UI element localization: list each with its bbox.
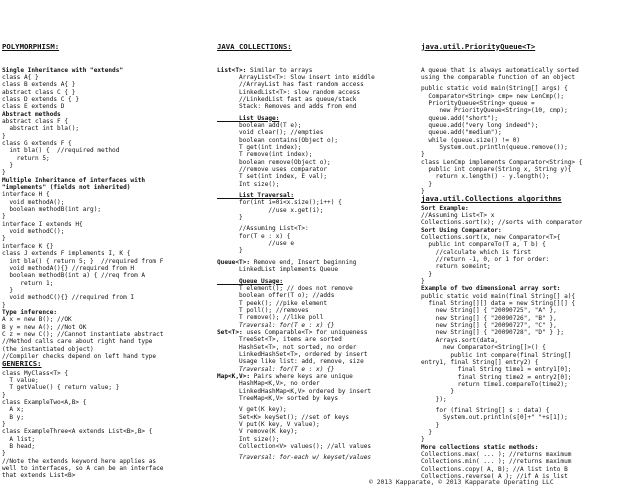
section-label: List Traversal: xyxy=(217,192,295,200)
code-line: List<T>: Similar to arrays xyxy=(217,66,313,74)
code-line: Collections.sort(x, new Comparator<T>{ xyxy=(421,234,561,241)
code-line: class G extends F { xyxy=(2,140,72,148)
code-line: B y; xyxy=(2,413,25,421)
code-line: Traversal: for(T e : x) {} xyxy=(217,321,335,329)
code-line: int bla() { //required method xyxy=(2,147,120,155)
code-line: T get(int index); xyxy=(217,144,302,152)
code-line: } xyxy=(2,391,6,399)
code-line: } xyxy=(217,247,243,255)
code-line: class J extends F implements I, K { xyxy=(2,250,131,258)
code-line: final String time1 = entry1[0]; xyxy=(421,366,572,374)
code-line: using the comparable function of an object xyxy=(421,73,576,81)
code-line: T peek(); //pike element xyxy=(217,299,328,307)
code-line: } xyxy=(421,151,425,159)
collection-type-label: Set<T>: xyxy=(217,328,243,336)
code-line: V get(K key); xyxy=(217,406,287,414)
section-label: Single Inheritance with "extends" xyxy=(2,66,124,74)
code-line: class E extends D xyxy=(2,103,65,111)
code-line: Stack: Removes and adds from end xyxy=(217,103,357,111)
code-line: public int compare(String x, String y){ xyxy=(421,166,572,174)
code-line: System.out.println(queue.remove()); xyxy=(421,144,568,152)
copyright-footer: © 2013 Kapparate, © 2013 Kapparate Operating LLC xyxy=(369,478,554,486)
section-label: Type inference: xyxy=(2,308,58,316)
code-line: T poll(); //removes xyxy=(217,306,309,314)
code-line: for(T e : x) { xyxy=(217,232,291,240)
code-line: //remove uses comparator xyxy=(217,166,328,174)
section-label: "implements" (fields not inherited) xyxy=(2,184,131,192)
code-line: //LinkedList fast as queue/stack xyxy=(217,95,357,103)
code-line: System.out.println(s[0]+" "+s[1]); xyxy=(421,414,568,422)
section-label: Queue Usage: xyxy=(217,277,284,285)
code-line: boolean methodB(int a) { //req from A xyxy=(2,272,146,280)
code-line: boolean add(T e); xyxy=(217,121,302,129)
code-line: new Comparator<String[]>() { xyxy=(421,344,546,352)
code-line: //calculate which is first xyxy=(421,248,532,256)
code-line: abstract class C { } xyxy=(2,88,76,96)
polymorphism-column xyxy=(2,28,212,480)
code-line: //Assuming List<T>: xyxy=(217,225,309,233)
code-line: void methodC(); xyxy=(2,228,65,236)
code-line: T set(int index, E val); xyxy=(217,173,328,181)
code-line: T value; xyxy=(2,376,39,384)
section-heading: GENERICS: xyxy=(2,359,42,369)
code-line: int bla() { return 5; } //required from F xyxy=(2,257,164,265)
code-line: Int size(); xyxy=(217,180,280,188)
collection-type-label: Queue<T>: xyxy=(217,258,251,266)
code-line: class A{ } xyxy=(2,73,39,81)
code-line: for (final String[] s : data) { xyxy=(421,406,550,414)
code-line: //use e xyxy=(217,240,295,248)
code-line: well to interfaces, so A can be an interface xyxy=(2,465,164,472)
code-line: Map<K,V>: Pairs where keys are unique xyxy=(217,372,353,380)
code-line: Set<K> keySet(); //set of keys xyxy=(217,413,350,421)
code-line: Collections.max( ... ); //returns maximum xyxy=(421,450,572,458)
code-line: } xyxy=(421,421,440,429)
code-line: } xyxy=(2,162,14,170)
java-collections-column xyxy=(217,28,410,462)
code-line: V remove(K key); xyxy=(217,428,298,436)
code-line: //use x.get(i); xyxy=(217,206,324,214)
code-line: TreeMap<K,V> sorted by keys xyxy=(217,395,339,403)
code-line: (the instantiated object) xyxy=(2,345,94,353)
code-line: } xyxy=(421,270,433,278)
code-line: boolean remove(Object o); xyxy=(217,158,331,166)
code-line: TreeSet<T>, items are sorted xyxy=(217,336,342,344)
code-line: T element(); // does not remove xyxy=(217,284,353,292)
code-line: } xyxy=(421,180,433,188)
code-line: Arrays.sort(data, xyxy=(421,336,499,344)
code-line: A x; xyxy=(2,406,25,414)
code-line: //return -1, 0, or 1 for order: xyxy=(421,256,550,264)
code-line: Collections.sort(x); //sorts with comparator xyxy=(421,219,583,227)
code-line: Collections.copy( A, B); //A list into B xyxy=(421,465,568,473)
code-line: } xyxy=(2,450,6,458)
code-line: final String time2 = entry2[0]; xyxy=(421,373,572,381)
code-line: return x.length() - y.length(); xyxy=(421,173,550,181)
code-line: void methodC(){} //required from I xyxy=(2,294,135,302)
code-line: class D extends C { } xyxy=(2,95,80,103)
section-label: Example of two dimensional array sort: xyxy=(421,285,561,293)
code-line: T remove(int index); xyxy=(217,151,313,159)
priority-queue-heading: java.util.PriorityQueue<T> xyxy=(421,41,536,51)
priority-queue-column xyxy=(421,28,636,480)
code-line: LinkedHashSet<T>, ordered by insert xyxy=(217,350,368,358)
section-label: List Usage: xyxy=(217,114,280,122)
code-line: Traversal: for-each w/ keyset/values xyxy=(217,454,372,462)
code-line: LinkedList<T>: slow random access xyxy=(217,88,361,96)
code-line: class MyClass<T> { xyxy=(2,369,69,377)
code-line: B head; xyxy=(2,442,36,450)
collection-type-label: Map<K,V>: xyxy=(217,372,251,380)
code-line: } xyxy=(421,278,425,286)
code-line: } xyxy=(2,132,6,140)
code-line: V put(K key, V value); xyxy=(217,421,320,429)
code-line: class LenCmp implements Comparator<String> { xyxy=(421,158,583,166)
code-line: new String[] { "20090726", "B" }, xyxy=(421,314,557,322)
code-line: B y = new A(); //Not OK xyxy=(2,323,87,331)
code-line: LinkedHashMap<K,V> ordered by insert xyxy=(217,387,372,395)
code-line: Usage like list: add, remove, size xyxy=(217,358,364,366)
code-line: //Assuming List<T> x xyxy=(421,211,495,219)
code-line: T getValue() { return value; } xyxy=(2,384,120,392)
code-line: Queue<T>: Remove end, Insert beginning xyxy=(217,258,357,266)
code-line: interface K {} xyxy=(2,242,54,250)
code-line: Collections.reverse( A ); //if A is list xyxy=(421,473,568,480)
code-line: void methodA(); xyxy=(2,198,65,206)
code-line: new String[] { "20090727", "C" }, xyxy=(421,322,557,330)
code-line: boolean contains(Object o); xyxy=(217,136,339,144)
code-line: } xyxy=(421,428,433,436)
code-line: } xyxy=(2,235,6,243)
section-label: Multiple Inheritance of interfaces with xyxy=(2,176,146,184)
code-line: class ExampleTwo<A,B> { xyxy=(2,398,87,406)
code-line: } xyxy=(2,420,6,428)
code-line: final String[][] data = new String[][] { xyxy=(421,300,576,308)
code-line: //Method calls care about right hand type xyxy=(2,338,153,346)
code-line: } xyxy=(2,286,14,294)
code-line: Int size(); xyxy=(217,435,280,443)
code-line: Traversal: for(T e : x) {} xyxy=(217,365,335,373)
code-line: public static void main(final String[] a){ xyxy=(421,292,576,300)
code-line: Collections.min( ... ); //returns maximum xyxy=(421,458,572,466)
code-line: queue.add("medium"); xyxy=(421,129,502,137)
code-line: } xyxy=(2,301,6,309)
code-line: new String[] { "20090728", "D" } }; xyxy=(421,329,565,337)
section-heading: java.util.Collections algorithms xyxy=(421,194,562,204)
code-line: T remove(); //like poll xyxy=(217,314,324,322)
code-line: } xyxy=(421,388,455,396)
code-line: new PriorityQueue<String>(10, cmp); xyxy=(421,107,568,115)
code-line: return 1; xyxy=(2,279,54,287)
java-collections-heading: JAVA COLLECTIONS: xyxy=(217,41,292,51)
section-label: Sort Using Comparator: xyxy=(421,226,502,234)
code-line: C z = new C(); //Cannot instantiate abstract xyxy=(2,330,164,338)
code-line: void methodA(){} //required from H xyxy=(2,264,135,272)
code-line: } xyxy=(421,436,425,444)
section-label: Sort Example: xyxy=(421,204,469,212)
code-line: queue.add("short"); xyxy=(421,114,499,122)
code-line: A list; xyxy=(2,435,36,443)
code-line: entry1, final String[] entry2) { xyxy=(421,358,539,366)
code-line: return time1.compareTo(time2); xyxy=(421,380,568,388)
code-line: boolean methodB(int arg); xyxy=(2,206,102,214)
code-line: //Note the extends keyword here applies as xyxy=(2,457,157,465)
code-line: }); xyxy=(421,395,447,403)
code-line: interface I extends H{ xyxy=(2,220,83,228)
code-line: //Compiler checks depend on left hand type xyxy=(2,352,157,360)
section-label: More collections static methods: xyxy=(421,443,539,451)
code-line: interface H { xyxy=(2,191,50,199)
code-line: while (queue.size() != 0) xyxy=(421,136,521,144)
code-line: Comparator<String> cmp= new LenCmp(); xyxy=(421,92,565,100)
code-line: public static void main(String[] args) { xyxy=(421,85,568,93)
code-line: } xyxy=(217,214,243,222)
code-line: class B extends A{ } xyxy=(2,81,76,89)
code-line: public int compare(final String[] xyxy=(421,351,572,359)
code-line: HashMap<K,V>, no order xyxy=(217,380,320,388)
code-line: queue.add("very long indeed"); xyxy=(421,121,539,129)
code-line: new String[] { "20090725", "A" }, xyxy=(421,307,557,315)
code-line: Set<T>: uses Comparable<T> for uniqueness xyxy=(217,328,368,336)
code-line: that extends List<B> xyxy=(2,472,76,480)
code-line: for(int i=0i<x.size();i++) { xyxy=(217,199,342,207)
code-line: class ExampleThree<A extends List<B>,B> { xyxy=(2,428,153,436)
polymorphism-heading: POLYMORPHISM: xyxy=(2,41,60,51)
collection-type-label: List<T>: xyxy=(217,66,247,74)
code-line: } xyxy=(2,169,6,177)
code-line: void clear(); //empties xyxy=(217,129,324,137)
code-line: } xyxy=(421,188,425,196)
code-line: abstract int bla(); xyxy=(2,125,80,133)
code-line: public int compareTo(T a, T b) { xyxy=(421,241,546,249)
code-line: PriorityQueue<String> queue = xyxy=(421,99,535,107)
code-line: } xyxy=(2,213,6,221)
code-line: LinkedList implements Queue xyxy=(217,266,339,274)
code-line: abstract class F { xyxy=(2,117,69,125)
code-line: boolean offer(T o); //adds xyxy=(217,292,335,300)
code-line: return someint; xyxy=(421,263,491,271)
section-label: Abstract methods xyxy=(2,110,61,118)
code-line: //ArrayList has fast random access xyxy=(217,81,364,89)
code-line: A queue that is always automatically sorted xyxy=(421,66,579,74)
code-line: A x = new B(); //OK xyxy=(2,316,72,324)
code-line: Collection<V> values(); //all values xyxy=(217,443,372,451)
code-line: return 5; xyxy=(2,154,50,162)
code-line: ArrayList<T>: Slow insert into middle xyxy=(217,73,375,81)
code-line: HashSet<T>, not sorted, no order xyxy=(217,343,357,351)
